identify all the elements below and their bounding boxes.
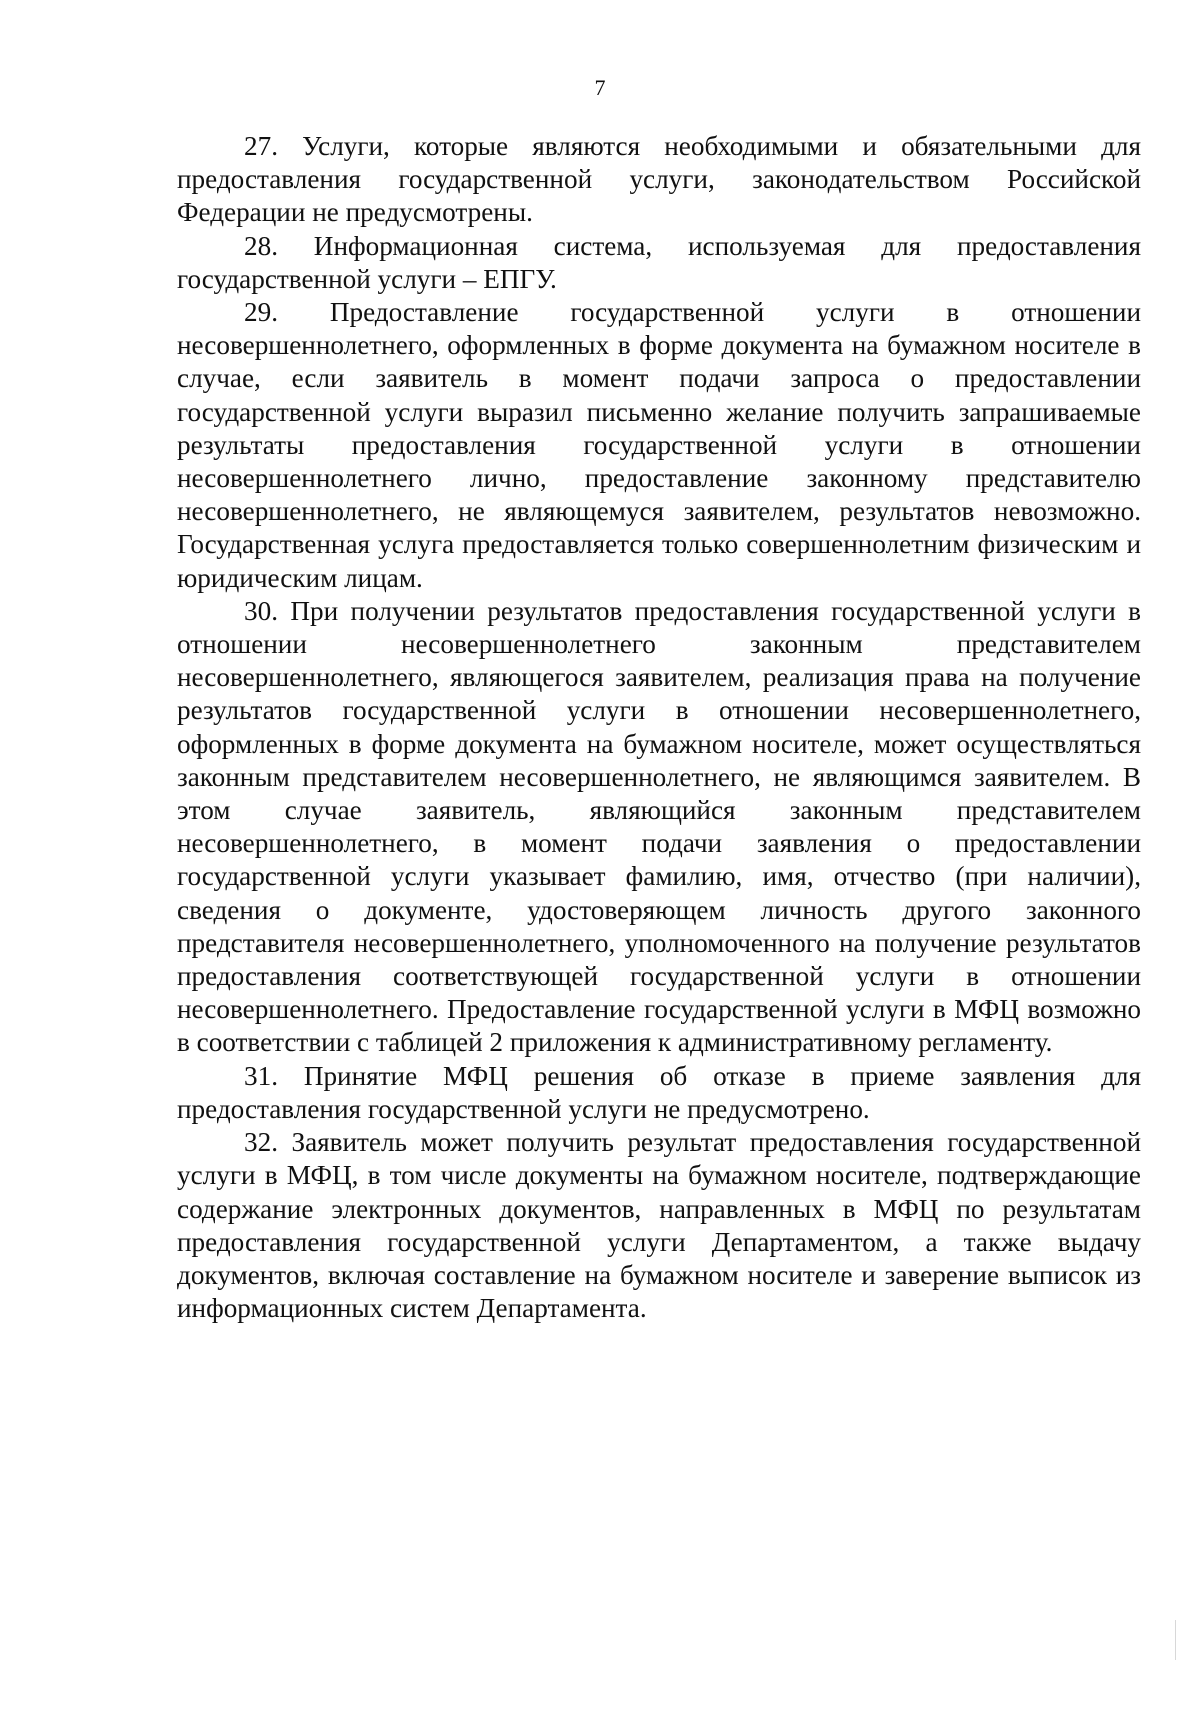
- paragraph-31: 31. Принятие МФЦ решения об отказе в приеме заявления для предоставления государственной услуги не предусмотрено.: [177, 1060, 1141, 1124]
- paragraph-28: 28. Информационная система, используемая для предоставления государственной услуги – ЕПГУ.: [177, 230, 1141, 294]
- page-number: 7: [594, 75, 606, 100]
- scan-edge-mark: [1175, 1620, 1176, 1660]
- paragraph-30: 30. При получении результатов предоставления государственной услуги в отношении несовершеннолетнего законным представителем несовершеннолетнего, являющегося заявителем, реализация права на получение результатов государственной услуги в отношении несовершеннолетнего, оформленных в форме документа на бумажном носителе, может осуществляться законным представителем несовершеннолетнего, не являющимся заявителем. В этом случае заявитель, являющийся законным представителем несовершеннолетнего, в момент подачи заявления о предоставлении государственной услуги указывает фамилию, имя, отчество (при наличии), сведения о документе, удостоверяющем личность другого законного представителя несовершеннолетнего, уполномоченного на получение результатов предоставления соответствующей государственной услуги в отношении несовершеннолетнего. Предоставление государственной услуги в МФЦ возможно в соответствии с таблицей 2 приложения к административному регламенту.: [177, 595, 1141, 1058]
- document-body: [177, 130, 1141, 1325]
- paragraph-29: 29. Предоставление государственной услуги в отношении несовершеннолетнего, оформленных в форме документа на бумажном носителе в случае, если заявитель в момент подачи запроса о предоставлении государственной услуги выразил письменно желание получить запрашиваемые результаты предоставления государственной услуги в отношении несовершеннолетнего лично, предоставление законному представителю несовершеннолетнего, не являющемуся заявителем, результатов невозможно. Государственная услуга предоставляется только совершеннолетним физическим и юридическим лицам.: [177, 297, 1141, 593]
- paragraph-27: 27. Услуги, которые являются необходимыми и обязательными для предоставления государственной услуги, законодательством Российской Федерации не предусмотрены.: [177, 131, 1141, 228]
- paragraph-32: 32. Заявитель может получить результат предоставления государственной услуги в МФЦ, в том числе документы на бумажном носителе, подтверждающие содержание электронных документов, направленных в МФЦ по результатам предоставления государственной услуги Департаментом, а также выдачу документов, включая составление на бумажном носителе и заверение выписок из информационных систем Департамента.: [177, 1127, 1141, 1324]
